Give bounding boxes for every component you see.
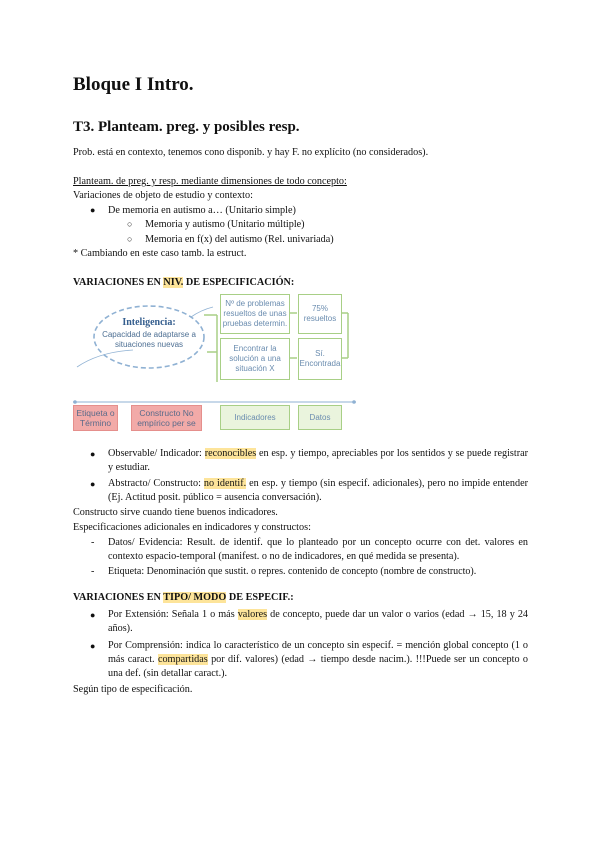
indicator-bullet: Observable/ Indicador: reconocibles en esp. y tiempo, apreciables por los sentidos y se puede registrar y estudiar. xyxy=(108,448,529,473)
extension-bullet: Por Extensión: Señala 1 o más valores de concepto, puede dar un valor o varios (edad → 15, 18 y 24 años). xyxy=(108,609,529,634)
ellipse-title: Inteligencia: xyxy=(122,317,176,328)
bullet-icon: ● xyxy=(90,479,96,489)
box-yes: Sí. Encontrada xyxy=(298,338,342,380)
section3-heading: VARIACIONES EN TIPO/ MODO DE ESPECIF.: xyxy=(73,592,294,603)
section1-sub1: Memoria y autismo (Unitario múltiple) xyxy=(145,219,305,230)
highlight: TIPO/ MODO xyxy=(163,592,227,603)
section2-heading: VARIACIONES EN NIV. DE ESPECIFICACIÓN: xyxy=(73,277,295,288)
box-problems: Nº de problemas resueltos de unas pruebas determin. xyxy=(220,294,290,334)
section1-heading: Planteam. de preg. y resp. mediante dimensiones de todo concepto: xyxy=(73,176,347,187)
section1-note: * Cambiando en este caso tamb. la estruct. xyxy=(73,248,247,259)
section1-line: Variaciones de objeto de estudio y contexto: xyxy=(73,190,253,201)
page-title: Bloque I Intro. xyxy=(73,74,194,95)
ellipse-text: Capacidad de adaptarse a situaciones nuevas xyxy=(102,330,196,349)
sub-bullet-icon: ○ xyxy=(127,234,133,244)
bullet-icon: ● xyxy=(90,610,96,620)
label-item: Etiqueta: Denominación que sustit. o repres. contenido de concepto (nombre de constructo). xyxy=(108,566,477,577)
box-solution: Encontrar la solución a una situación X xyxy=(220,338,290,380)
box-datos: Datos xyxy=(298,405,342,430)
highlight: reconocibles xyxy=(204,448,257,459)
dash-icon: - xyxy=(91,566,95,577)
highlight: valores xyxy=(237,609,268,620)
construct-line: Constructo sirve cuando tiene buenos indicadores. xyxy=(73,507,278,518)
bullet-icon: ● xyxy=(90,205,96,215)
section1-sub2: Memoria en f(x) del autismo (Rel. univariada) xyxy=(145,234,334,245)
intro-text: Prob. está en contexto, tenemos cono disponib. y hay F. no explícito (no considerados). xyxy=(73,147,429,158)
highlight: no identif. xyxy=(203,478,247,489)
section1-bullet: De memoria en autismo a… (Unitario simple) xyxy=(108,205,296,216)
highlight: compartidas xyxy=(157,654,208,665)
specification-diagram xyxy=(73,292,356,430)
closing-line: Según tipo de especificación. xyxy=(73,684,193,695)
box-percent: 75% resueltos xyxy=(298,294,342,334)
bullet-icon: ● xyxy=(90,449,96,459)
page-subtitle: T3. Planteam. preg. y posibles resp. xyxy=(73,119,300,135)
sub-bullet-icon: ○ xyxy=(127,219,133,229)
box-indicadores: Indicadores xyxy=(220,405,290,430)
specifications-line: Especificaciones adicionales en indicadores y constructos: xyxy=(73,522,311,533)
box-constructo: Constructo No empírico per se xyxy=(131,405,202,431)
highlight: NIV. xyxy=(163,277,184,288)
construct-bullet: Abstracto/ Constructo: no identif. en esp. y tiempo (sin especif. adicionales), pero no impide entender (Ej. Actitud posit. público = ausencia conversación). xyxy=(108,478,528,503)
bullet-icon: ● xyxy=(90,641,96,651)
dash-icon: - xyxy=(91,537,95,548)
comprehension-bullet: Por Comprensión: indica lo característico de un concepto sin especif. = mención global concepto (1 o más caract. compartidas por dif. valores) (edad → tiempo desde nacim.). !!!Puede ser un concepto o una def. (sin detallar caract.). xyxy=(108,640,528,679)
evidence-item: Datos/ Evidencia: Result. de identif. que lo planteado por un concepto ocurre con det. valores en contexto espacio-temporal (manifest. o no de indicadores, en qué medida se presenta). xyxy=(108,537,528,562)
box-etiqueta: Etiqueta o Término xyxy=(73,405,118,431)
